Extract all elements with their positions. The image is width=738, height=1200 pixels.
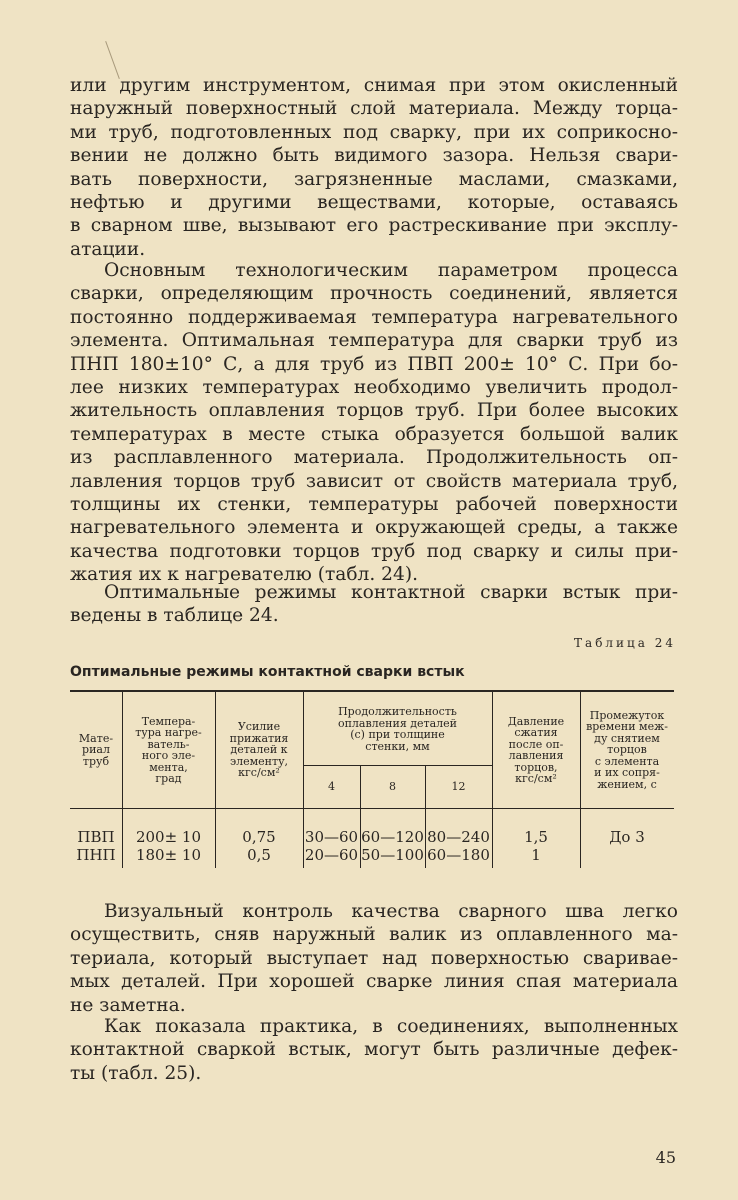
text-line: Оптимальные режимы контактной сварки встык при-: [104, 582, 678, 603]
text-line: постоянно поддерживаемая температура нагревательного: [70, 306, 678, 328]
text-line: осуществить, сняв наружный валик из оплавленного ма-: [70, 924, 678, 946]
cell-temperature: 180± 10: [135, 846, 202, 864]
table-label: Таблица 24: [574, 636, 676, 650]
cell-duration-12: 60—180: [427, 846, 490, 864]
text-line: из расплавленного материала. Продолжительность оп-: [70, 447, 678, 469]
text-line: лее низких температурах необходимо увеличить продол-: [70, 377, 678, 399]
header-force: Усилие прижатия деталей к элементу, кгс/см²: [229, 720, 289, 780]
text-line: наружный поверхностный слой материала. Между торца-: [70, 98, 678, 120]
cell-force: 0,75: [242, 828, 276, 846]
text-line: жительность оплавления торцов труб. При более высоких: [70, 400, 678, 422]
cell-material: ПНП: [76, 846, 116, 864]
cell-force: 0,5: [247, 846, 271, 864]
text-line: толщины их стенки, температуры рабочей поверхности: [70, 494, 678, 516]
header-material: Мате- риал труб: [78, 731, 114, 768]
cell-duration-8: 60—120: [361, 828, 424, 846]
text-line: Визуальный контроль качества сварного шва легко: [104, 901, 678, 922]
cell-temperature: 200± 10: [135, 828, 202, 846]
text-line: в сварном шве, вызывают его растрескивание при эксплу-: [70, 215, 678, 237]
page-number: 45: [655, 1148, 676, 1167]
text-line: ведены в таблице 24.: [70, 605, 279, 627]
text-line: териала, который выступает над поверхностью свариваe-: [70, 947, 678, 969]
text-line: или другим инструментом, снимая при этом окисленный: [70, 75, 678, 96]
table-title: Оптимальные режимы контактной сварки встык: [70, 664, 465, 680]
text-line: ПНП 180±10° С, а для труб из ПВП 200± 10° С. При бо-: [70, 353, 678, 375]
header-thickness-12: 12: [451, 780, 466, 794]
paragraph-3: [70, 581, 678, 628]
text-line: сварки, определяющим прочность соединений, является: [70, 283, 678, 305]
text-line: нефтью и другими веществами, которые, оставаясь: [70, 192, 678, 214]
header-temperature: Темпера- тура нагре- ватель- ного эле- мента, град: [135, 714, 202, 785]
cell-pressure: 1,5: [524, 828, 548, 846]
paragraph-2: [70, 259, 678, 587]
paragraph-1: [70, 74, 678, 261]
text-line: температурах в месте стыка образуется большой валик: [70, 423, 678, 445]
table-header-rule: [70, 808, 674, 809]
cell-duration-8: 50—100: [361, 846, 424, 864]
text-line: вении не должно быть видимого зазора. Нельзя свари-: [70, 145, 678, 167]
header-interval: Промежуток времени меж- ду снятием торцов с элемента и их сопря- жением, с: [586, 708, 668, 791]
text-line: элемента. Оптимальная температура для сварки труб из: [70, 330, 678, 352]
cell-pressure: 1: [531, 846, 541, 864]
text-line: контактной сваркой встык, могут быть различные дефек-: [70, 1039, 678, 1061]
text-line: жатия их к нагревателю (табл. 24).: [70, 564, 418, 586]
welding-modes-table: [70, 690, 674, 870]
cell-duration-4: 20—60: [304, 846, 359, 864]
cell-interval: До 3: [609, 828, 645, 846]
paragraph-4: [70, 900, 678, 1017]
header-thickness-4: 4: [328, 780, 335, 794]
cell-duration-4: 30—60: [304, 828, 359, 846]
paragraph-5: [70, 1015, 678, 1085]
text-line: Основным технологическим параметром процесса: [104, 260, 678, 281]
text-line: мых деталей. При хорошей сварке линия спая материала: [70, 971, 678, 993]
text-line: вать поверхности, загрязненные маслами, смазками,: [70, 168, 678, 190]
text-line: не заметна.: [70, 994, 186, 1016]
table-top-rule: [70, 690, 674, 692]
cell-duration-12: 80—240: [427, 828, 490, 846]
text-line: атации.: [70, 238, 146, 260]
text-line: ты (табл. 25).: [70, 1062, 202, 1084]
text-line: качества подготовки торцов труб под сварку и силы при-: [70, 540, 678, 562]
cell-material: ПВП: [77, 828, 115, 846]
text-line: ми труб, подготовленных под сварку, при их соприкосно-: [70, 121, 678, 143]
text-line: Как показала практика, в соединениях, выполненных: [104, 1016, 678, 1037]
subheader-rule: [303, 765, 492, 766]
text-line: нагревательного элемента и окружающей среды, а также: [70, 517, 678, 539]
header-thickness-8: 8: [389, 780, 396, 794]
header-duration: Продолжительность оплавления деталей (с) при толщине стенки, мм: [337, 705, 458, 753]
text-line: лавления торцов труб зависит от свойств материала труб,: [70, 470, 678, 492]
header-pressure: Давление сжатия после оп- лавления торцов, кгс/см²: [507, 714, 565, 785]
